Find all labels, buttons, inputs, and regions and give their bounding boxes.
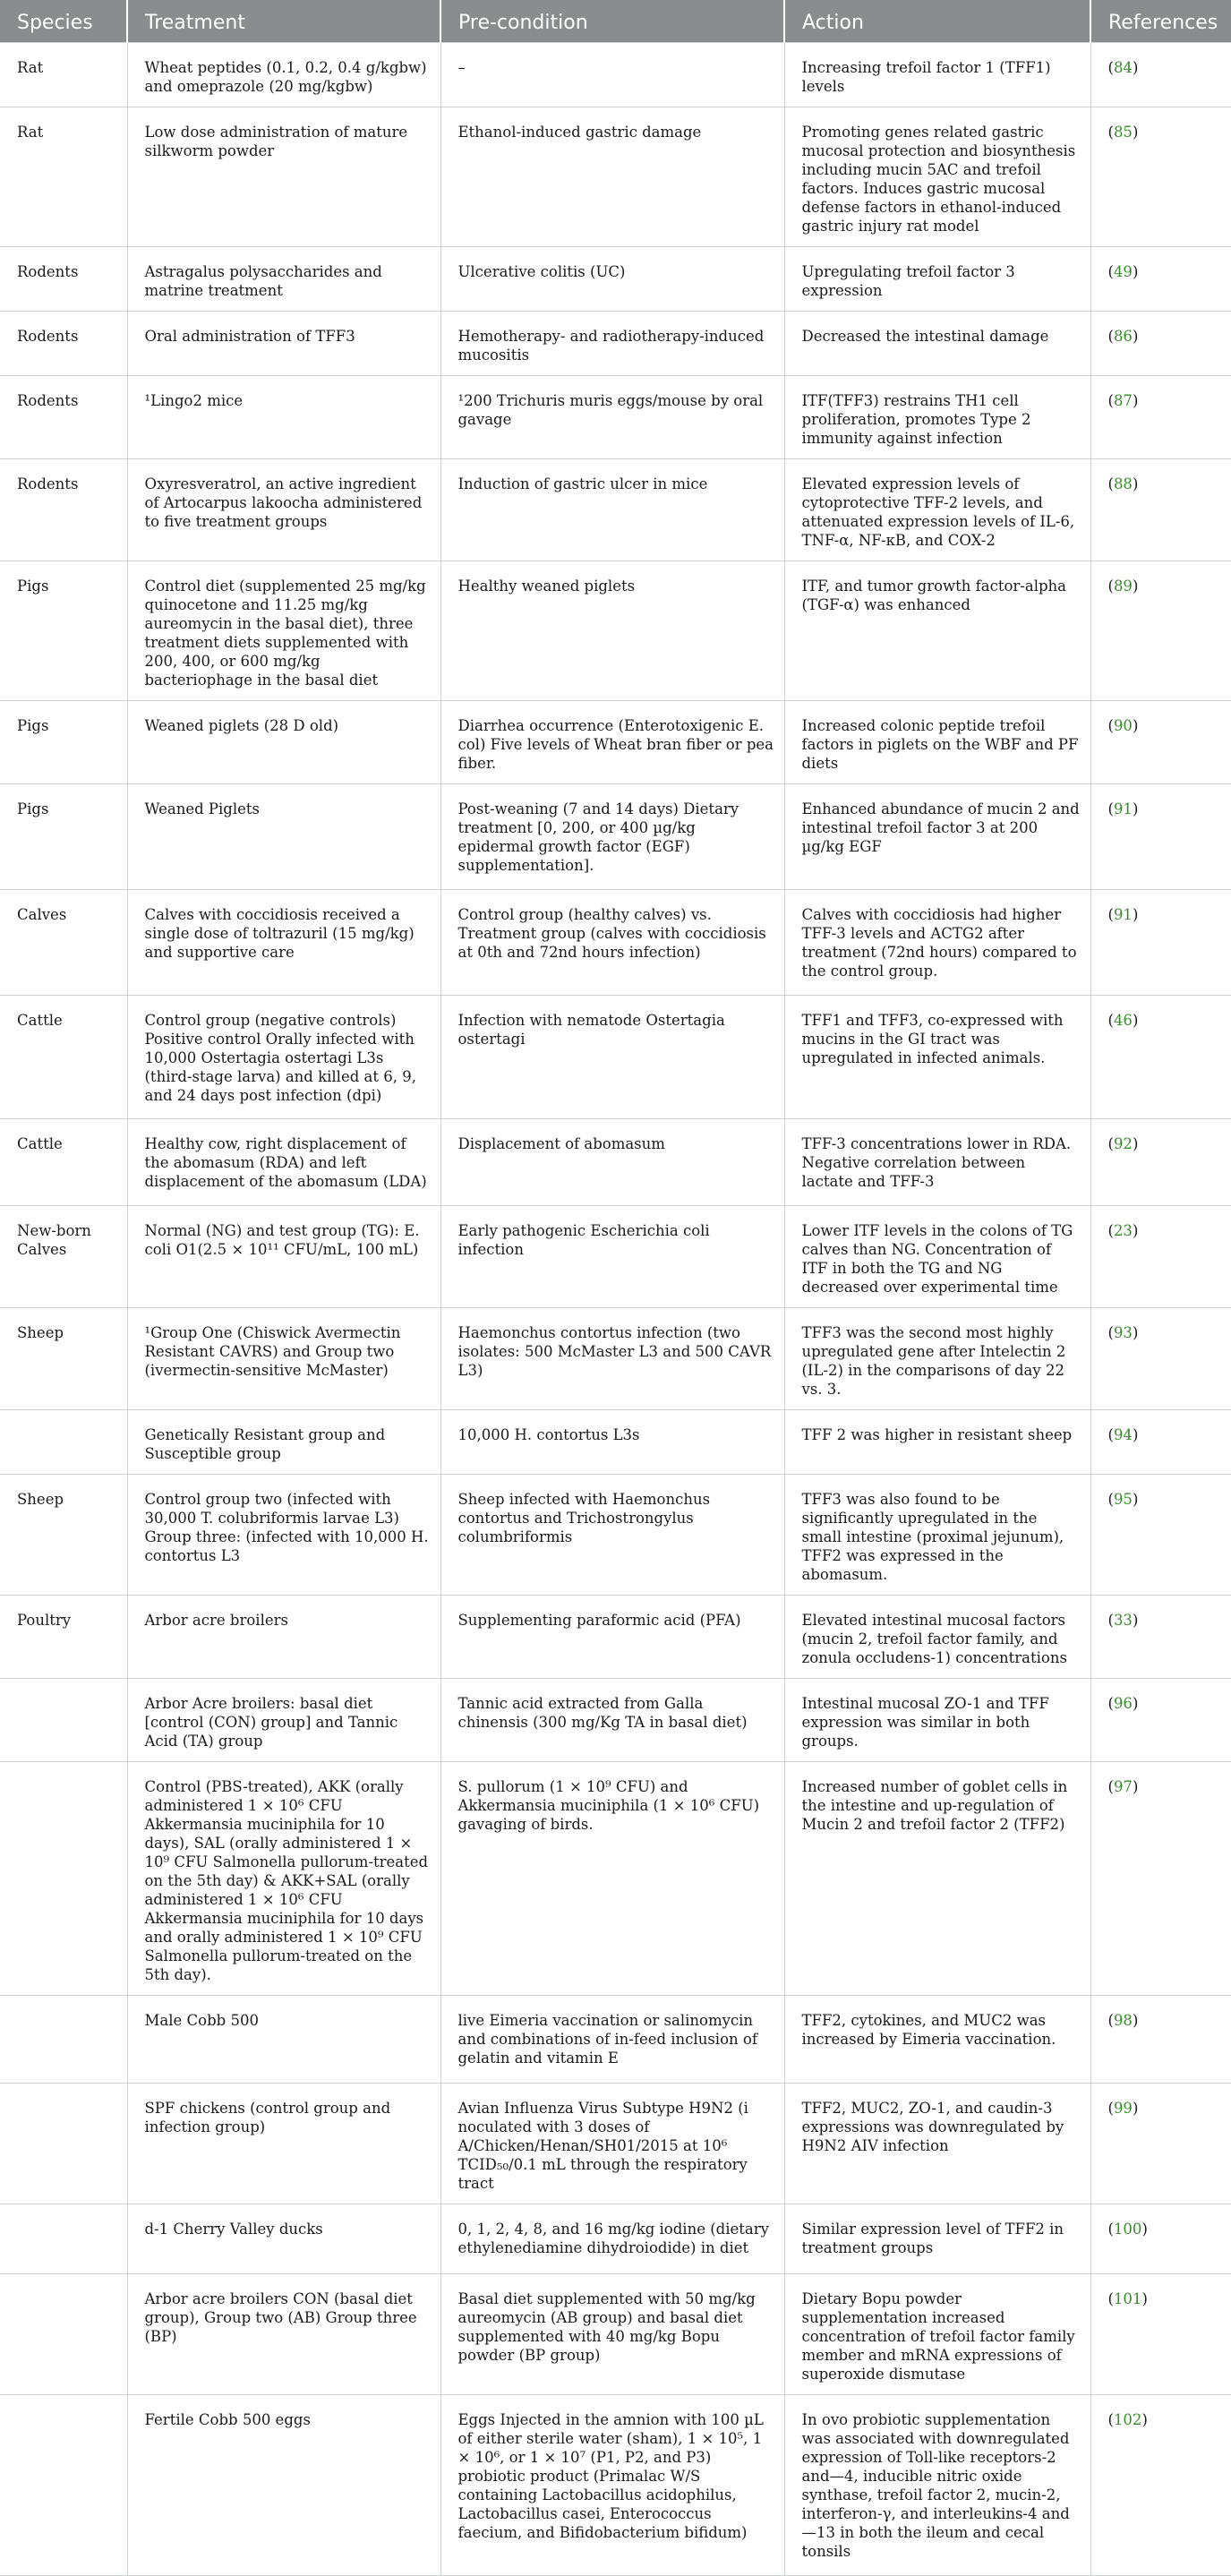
species-cell: Cattle (0, 1119, 127, 1206)
precondition-cell: Post-weaning (7 and 14 days) Dietary treatment [0, 200, or 400 µg/kg epidermal growth factor (EGF) supplementation]. (440, 784, 784, 890)
action-cell: TFF2, cytokines, and MUC2 was increased by Eimeria vaccination. (784, 1996, 1090, 2084)
action-cell: TFF-3 concentrations lower in RDA. Negative correlation between lactate and TFF-3 (784, 1119, 1090, 1206)
species-cell: Pigs (0, 561, 127, 701)
reference-cell: (89) (1090, 561, 1231, 701)
action-cell: Decreased the intestinal damage (784, 312, 1090, 376)
precondition-cell: live Eimeria vaccination or salinomycin and combinations of in-feed inclusion of gelatin and vitamin E (440, 1996, 784, 2084)
precondition-cell: Induction of gastric ulcer in mice (440, 459, 784, 561)
treatment-cell: Genetically Resistant group and Susceptible group (127, 1410, 440, 1475)
action-cell: Elevated expression levels of cytoprotective TFF-2 levels, and attenuated expression levels of IL-6, TNF-α, NF-κB, and COX-2 (784, 459, 1090, 561)
treatment-cell: Healthy cow, right displacement of the abomasum (RDA) and left displacement of the abomasum (LDA) (127, 1119, 440, 1206)
action-cell: Increased colonic peptide trefoil factors in piglets on the WBF and PF diets (784, 701, 1090, 784)
species-cell: New-born Calves (0, 1206, 127, 1308)
reference-link[interactable]: 92 (1113, 1135, 1133, 1152)
header-treatment: Treatment (127, 0, 440, 43)
action-cell: Promoting genes related gastric mucosal protection and biosynthesis including mucin 5AC and trefoil factors. Induces gastric mucosal defense factors in ethanol-induced gastric injury rat model (784, 107, 1090, 247)
reference-link[interactable]: 49 (1113, 263, 1133, 280)
precondition-cell: Avian Influenza Virus Subtype H9N2 (i noculated with 3 doses of A/Chicken/Henan/SH01/2015 at 10⁶ TCID₅₀/0.1 mL through the respiratory tract (440, 2084, 784, 2204)
reference-link[interactable]: 33 (1113, 1612, 1133, 1629)
action-cell: Increasing trefoil factor 1 (TFF1) levels (784, 43, 1090, 107)
reference-cell: (46) (1090, 996, 1231, 1119)
reference-cell: (88) (1090, 459, 1231, 561)
treatment-cell: Arbor acre broilers CON (basal diet group), Group two (AB) Group three (BP) (127, 2274, 440, 2395)
precondition-cell: Supplementing paraformic acid (PFA) (440, 1596, 784, 1679)
table-body (0, 43, 1231, 2576)
table-row (0, 2084, 1231, 2204)
reference-link[interactable]: 97 (1113, 1778, 1133, 1795)
table-row (0, 2204, 1231, 2274)
action-cell: Enhanced abundance of mucin 2 and intestinal trefoil factor 3 at 200 µg/kg EGF (784, 784, 1090, 890)
header-precondition: Pre-condition (440, 0, 784, 43)
treatment-cell: Arbor acre broilers (127, 1596, 440, 1679)
action-cell: TFF3 was the second most highly upregulated gene after Intelectin 2 (IL-2) in the comparisons of day 22 vs. 3. (784, 1308, 1090, 1410)
reference-cell: (23) (1090, 1206, 1231, 1308)
species-cell: Sheep (0, 1308, 127, 1410)
precondition-cell: Hemotherapy- and radiotherapy-induced mucositis (440, 312, 784, 376)
treatment-cell: Arbor Acre broilers: basal diet [control (CON) group] and Tannic Acid (TA) group (127, 1679, 440, 1762)
reference-link[interactable]: 100 (1113, 2221, 1142, 2238)
precondition-cell: Infection with nematode Ostertagia ostertagi (440, 996, 784, 1119)
treatment-cell: Weaned Piglets (127, 784, 440, 890)
table-row (0, 701, 1231, 784)
table-row (0, 107, 1231, 247)
treatment-cell: ¹Lingo2 mice (127, 376, 440, 459)
reference-cell: (102) (1090, 2395, 1231, 2576)
table-row (0, 2395, 1231, 2576)
reference-link[interactable]: 94 (1113, 1426, 1133, 1443)
reference-link[interactable]: 86 (1113, 328, 1133, 345)
table-row (0, 1679, 1231, 1762)
species-cell (0, 1996, 127, 2084)
treatment-cell: Fertile Cobb 500 eggs (127, 2395, 440, 2576)
table-row (0, 312, 1231, 376)
species-cell: Rat (0, 43, 127, 107)
precondition-cell: Sheep infected with Haemonchus contortus and Trichostrongylus columbriformis (440, 1475, 784, 1596)
header-action: Action (784, 0, 1090, 43)
species-cell: Rodents (0, 247, 127, 312)
reference-link[interactable]: 84 (1113, 59, 1133, 76)
treatment-cell: Oral administration of TFF3 (127, 312, 440, 376)
reference-cell: (97) (1090, 1762, 1231, 1996)
reference-link[interactable]: 91 (1113, 800, 1133, 817)
reference-cell: (99) (1090, 2084, 1231, 2204)
reference-link[interactable]: 90 (1113, 717, 1133, 734)
table-row (0, 890, 1231, 996)
action-cell: TFF 2 was higher in resistant sheep (784, 1410, 1090, 1475)
action-cell: ITF(TFF3) restrains TH1 cell proliferation, promotes Type 2 immunity against infection (784, 376, 1090, 459)
treatment-cell: Oxyresveratrol, an active ingredient of Artocarpus lakoocha administered to five treatment groups (127, 459, 440, 561)
table-row (0, 43, 1231, 107)
action-cell: Similar expression level of TFF2 in treatment groups (784, 2204, 1090, 2274)
table-row (0, 1308, 1231, 1410)
header-row (0, 0, 1231, 43)
table-row (0, 1206, 1231, 1308)
reference-cell: (91) (1090, 890, 1231, 996)
action-cell: TFF3 was also found to be significantly upregulated in the small intestine (proximal jejunum), TFF2 was expressed in the abomasum. (784, 1475, 1090, 1596)
reference-cell: (87) (1090, 376, 1231, 459)
species-cell: Rodents (0, 376, 127, 459)
reference-link[interactable]: 88 (1113, 475, 1133, 492)
precondition-cell: Diarrhea occurrence (Enterotoxigenic E. col) Five levels of Wheat bran fiber or pea fiber. (440, 701, 784, 784)
reference-cell: (33) (1090, 1596, 1231, 1679)
precondition-cell: – (440, 43, 784, 107)
reference-cell: (91) (1090, 784, 1231, 890)
reference-link[interactable]: 91 (1113, 906, 1133, 923)
species-cell (0, 2084, 127, 2204)
reference-link[interactable]: 93 (1113, 1324, 1133, 1341)
treatment-cell: Male Cobb 500 (127, 1996, 440, 2084)
reference-link[interactable]: 46 (1113, 1012, 1133, 1029)
species-cell: Calves (0, 890, 127, 996)
treatment-cell: Astragalus polysaccharides and matrine treatment (127, 247, 440, 312)
action-cell: In ovo probiotic supplementation was associated with downregulated expression of Toll-like receptors-2 and—4, inducible nitric oxide synthase, trefoil factor 2, mucin-2, interferon-γ, and interleukins-4 and—13 in both the ileum and cecal tonsils (784, 2395, 1090, 2576)
precondition-cell: Eggs Injected in the amnion with 100 µL of either sterile water (sham), 1 × 10⁵, 1 × 10⁶, or 1 × 10⁷ (P1, P2, and P3) probiotic product (Primalac W/S containing Lactobacillus acidophilus, Lactobacillus casei, Enterococcus faecium, and Bifidobacterium bifidum) (440, 2395, 784, 2576)
treatment-cell: Low dose administration of mature silkworm powder (127, 107, 440, 247)
action-cell: Intestinal mucosal ZO-1 and TFF expression was similar in both groups. (784, 1679, 1090, 1762)
action-cell: Lower ITF levels in the colons of TG calves than NG. Concentration of ITF in both the TG and NG decreased over experimental time (784, 1206, 1090, 1308)
species-cell (0, 1679, 127, 1762)
reference-link[interactable]: 85 (1113, 124, 1133, 141)
treatment-cell: Control group two (infected with 30,000 T. colubriformis larvae L3) Group three: (infected with 10,000 H. contortus L3 (127, 1475, 440, 1596)
treatment-cell: Control diet (supplemented 25 mg/kg quinocetone and 11.25 mg/kg aureomycin in the basal diet), three treatment diets supplemented with 200, 400, or 600 mg/kg bacteriophage in the basal diet (127, 561, 440, 701)
precondition-cell: ¹200 Trichuris muris eggs/mouse by oral gavage (440, 376, 784, 459)
precondition-cell: S. pullorum (1 × 10⁹ CFU) and Akkermansia muciniphila (1 × 10⁶ CFU) gavaging of birds. (440, 1762, 784, 1996)
table-row (0, 2274, 1231, 2395)
treatment-cell: Control (PBS-treated), AKK (orally administered 1 × 10⁶ CFU Akkermansia muciniphila for 10 days), SAL (orally administered 1 × 10⁹ CFU Salmonella pullorum-treated on the 5th day) & AKK+SAL (orally administered 1 × 10⁶ CFU Akkermansia muciniphila for 10 days and orally administered 1 × 10⁹ CFU Salmonella pullorum-treated on the 5th day). (127, 1762, 440, 1996)
action-cell: Increased number of goblet cells in the intestine and up-regulation of Mucin 2 and trefoil factor 2 (TFF2) (784, 1762, 1090, 1996)
action-cell: Upregulating trefoil factor 3 expression (784, 247, 1090, 312)
species-cell: Pigs (0, 784, 127, 890)
reference-link[interactable]: 23 (1113, 1222, 1133, 1239)
table-row (0, 1119, 1231, 1206)
precondition-cell: 0, 1, 2, 4, 8, and 16 mg/kg iodine (dietary ethylenediamine dihydroiodide) in diet (440, 2204, 784, 2274)
reference-cell: (98) (1090, 1996, 1231, 2084)
species-cell (0, 2204, 127, 2274)
species-cell (0, 1410, 127, 1475)
species-cell: Poultry (0, 1596, 127, 1679)
table-row (0, 376, 1231, 459)
reference-link[interactable]: 87 (1113, 392, 1133, 409)
reference-cell: (96) (1090, 1679, 1231, 1762)
reference-link[interactable]: 95 (1113, 1491, 1133, 1508)
table-row (0, 1475, 1231, 1596)
reference-cell: (94) (1090, 1410, 1231, 1475)
species-cell: Pigs (0, 701, 127, 784)
precondition-cell: Tannic acid extracted from Galla chinensis (300 mg/Kg TA in basal diet) (440, 1679, 784, 1762)
precondition-cell: Control group (healthy calves) vs. Treatment group (calves with coccidiosis at 0th and 72nd hours infection) (440, 890, 784, 996)
treatment-cell: Wheat peptides (0.1, 0.2, 0.4 g/kgbw) and omeprazole (20 mg/kgbw) (127, 43, 440, 107)
table-row (0, 784, 1231, 890)
table-row (0, 1596, 1231, 1679)
reference-cell: (95) (1090, 1475, 1231, 1596)
action-cell: TFF2, MUC2, ZO-1, and caudin-3 expressions was downregulated by H9N2 AIV infection (784, 2084, 1090, 2204)
header-references: References (1090, 0, 1231, 43)
action-cell: Elevated intestinal mucosal factors (mucin 2, trefoil factor family, and zonula occludens-1) concentrations (784, 1596, 1090, 1679)
treatment-cell: d-1 Cherry Valley ducks (127, 2204, 440, 2274)
reference-link[interactable]: 89 (1113, 578, 1133, 595)
table-row (0, 1410, 1231, 1475)
precondition-cell: Healthy weaned piglets (440, 561, 784, 701)
treatment-cell: Control group (negative controls) Positive control Orally infected with 10,000 Ostertagia ostertagi L3s (third-stage larva) and killed at 6, 9, and 24 days post infection (dpi) (127, 996, 440, 1119)
table-row (0, 1762, 1231, 1996)
treatment-cell: Normal (NG) and test group (TG): E. coli O1(2.5 × 10¹¹ CFU/mL, 100 mL) (127, 1206, 440, 1308)
precondition-cell: 10,000 H. contortus L3s (440, 1410, 784, 1475)
reference-cell: (101) (1090, 2274, 1231, 2395)
precondition-cell: Haemonchus contortus infection (two isolates: 500 McMaster L3 and 500 CAVR L3) (440, 1308, 784, 1410)
reference-link[interactable]: 99 (1113, 2100, 1133, 2117)
action-cell: Calves with coccidiosis had higher TFF-3 levels and ACTG2 after treatment (72nd hours) compared to the control group. (784, 890, 1090, 996)
precondition-cell: Displacement of abomasum (440, 1119, 784, 1206)
reference-link[interactable]: 102 (1113, 2411, 1142, 2428)
reference-cell: (84) (1090, 43, 1231, 107)
precondition-cell: Ethanol-induced gastric damage (440, 107, 784, 247)
treatment-cell: Calves with coccidiosis received a single dose of toltrazuril (15 mg/kg) and supportive care (127, 890, 440, 996)
species-cell: Rodents (0, 312, 127, 376)
table-row (0, 1996, 1231, 2084)
reference-cell: (49) (1090, 247, 1231, 312)
species-cell (0, 1762, 127, 1996)
reference-cell: (92) (1090, 1119, 1231, 1206)
reference-cell: (100) (1090, 2204, 1231, 2274)
action-cell: ITF, and tumor growth factor-alpha (TGF-α) was enhanced (784, 561, 1090, 701)
species-cell: Rodents (0, 459, 127, 561)
table-row (0, 459, 1231, 561)
action-cell: Dietary Bopu powder supplementation increased concentration of trefoil factor family member and mRNA expressions of superoxide dismutase (784, 2274, 1090, 2395)
reference-cell: (93) (1090, 1308, 1231, 1410)
table-row (0, 561, 1231, 701)
reference-cell: (85) (1090, 107, 1231, 247)
precondition-cell: Basal diet supplemented with 50 mg/kg aureomycin (AB group) and basal diet supplemented with 40 mg/kg Bopu powder (BP group) (440, 2274, 784, 2395)
reference-cell: (90) (1090, 701, 1231, 784)
treatment-cell: Weaned piglets (28 D old) (127, 701, 440, 784)
precondition-cell: Ulcerative colitis (UC) (440, 247, 784, 312)
reference-link[interactable]: 98 (1113, 2012, 1133, 2029)
species-cell: Sheep (0, 1475, 127, 1596)
species-cell: Rat (0, 107, 127, 247)
action-cell: TFF1 and TFF3, co-expressed with mucins in the GI tract was upregulated in infected animals. (784, 996, 1090, 1119)
treatment-cell: SPF chickens (control group and infection group) (127, 2084, 440, 2204)
table-row (0, 247, 1231, 312)
table-row (0, 996, 1231, 1119)
species-cell (0, 2274, 127, 2395)
header-species: Species (0, 0, 127, 43)
species-cell (0, 2395, 127, 2576)
reference-link[interactable]: 101 (1113, 2290, 1142, 2307)
treatment-cell: ¹Group One (Chiswick Avermectin Resistant CAVRS) and Group two (ivermectin-sensitive McMaster) (127, 1308, 440, 1410)
reference-cell: (86) (1090, 312, 1231, 376)
reference-link[interactable]: 96 (1113, 1695, 1133, 1712)
precondition-cell: Early pathogenic Escherichia coli infection (440, 1206, 784, 1308)
species-cell: Cattle (0, 996, 127, 1119)
